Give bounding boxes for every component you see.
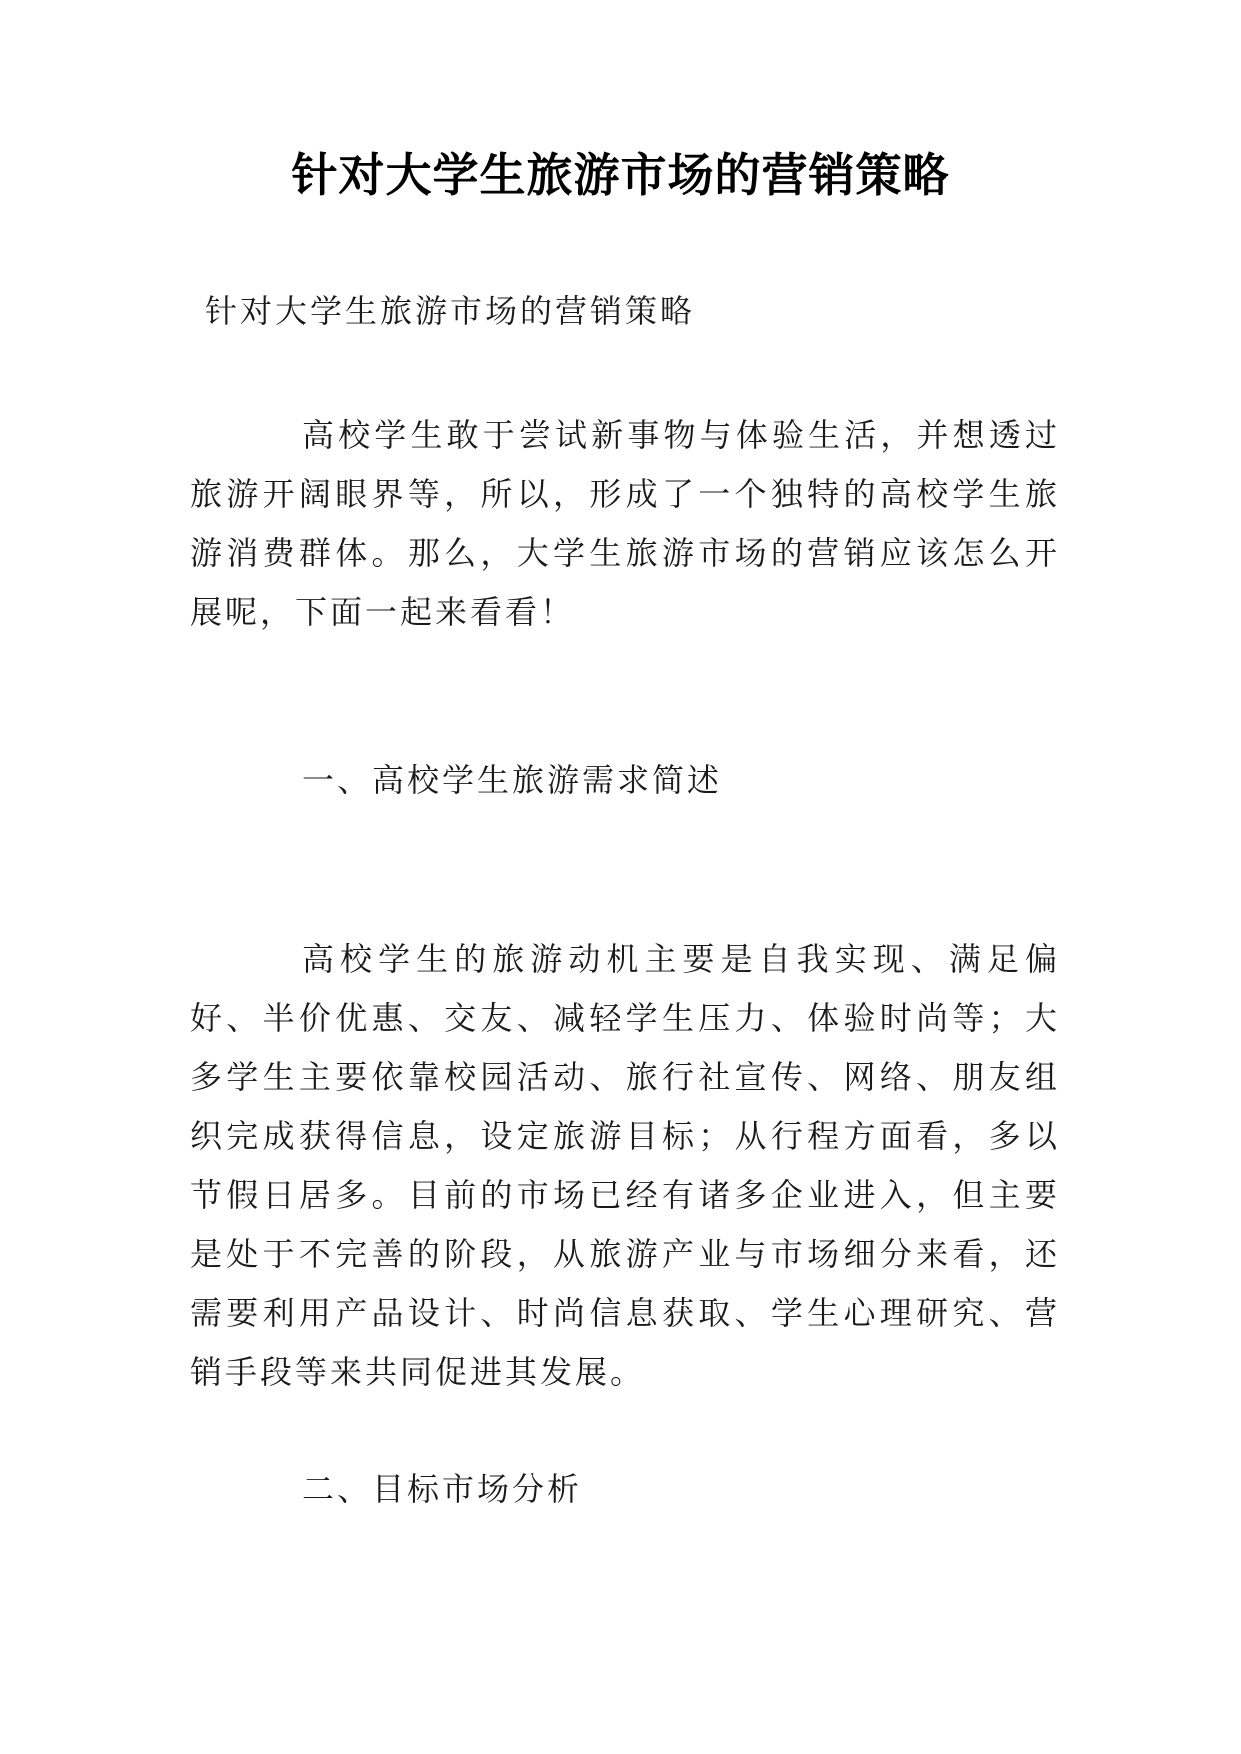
- document-title: 针对大学生旅游市场的营销策略: [291, 148, 950, 202]
- document-subtitle: 针对大学生旅游市场的营销策略: [205, 292, 696, 330]
- section-heading-2: 二、目标市场分析: [302, 1470, 583, 1508]
- section-1-paragraph: 高校学生的旅游动机主要是自我实现、满足偏好、半价优惠、交友、减轻学生压力、体验时尚等；大多学生主要依靠校园活动、旅行社宣传、网络、朋友组织完成获得信息，设定旅游目标；从行程方面看，多以节假日居多。目前的市场已经有诸多企业进入，但主要是处于不完善的阶段，从旅游产业与市场细分来看，还需要利用产品设计、时尚信息获取、学生心理研究、营销手段等来共同促进其发展。: [190, 940, 1060, 1391]
- intro-paragraph: 高校学生敢于尝试新事物与体验生活，并想透过旅游开阔眼界等，所以，形成了一个独特的高校学生旅游消费群体。那么，大学生旅游市场的营销应该怎么开展呢，下面一起来看看！: [190, 416, 1060, 631]
- section-heading-1: 一、高校学生旅游需求简述: [302, 761, 723, 799]
